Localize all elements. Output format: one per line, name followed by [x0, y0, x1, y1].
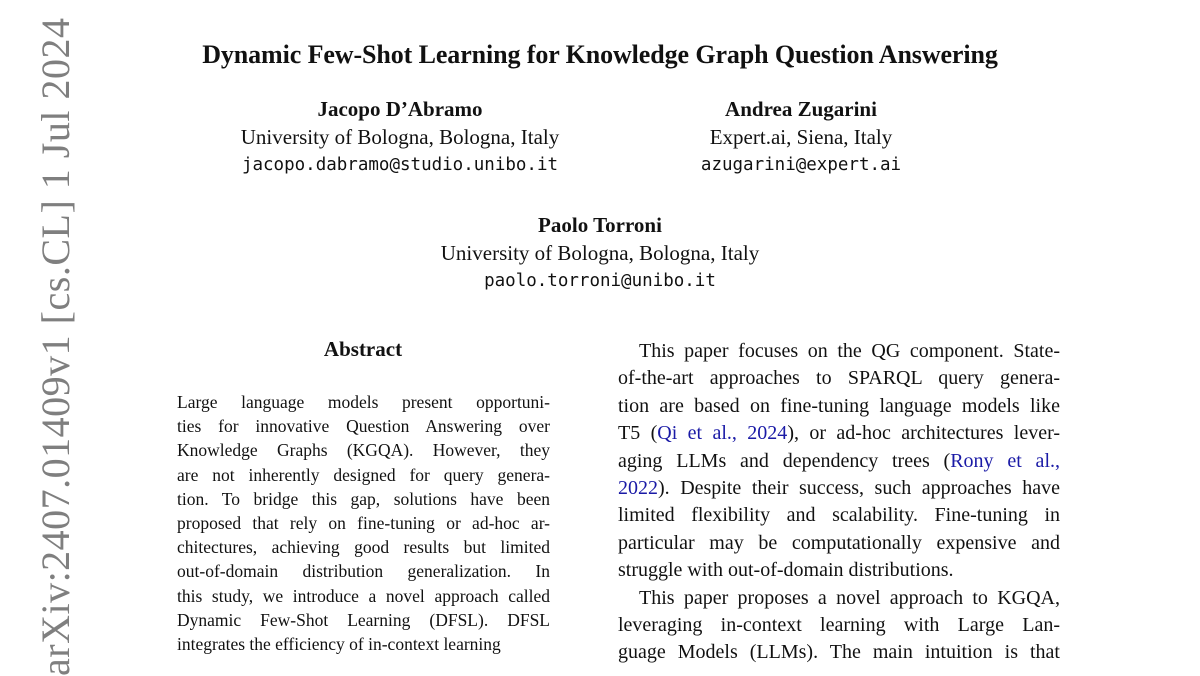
- abstract-line: proposed that rely on fine-tuning or ad-hoc ar-: [177, 513, 550, 534]
- abstract-line: out-of-domain distribution generalization. In: [177, 561, 550, 582]
- author-affiliation: University of Bologna, Bologna, Italy: [440, 241, 760, 265]
- paragraph-text: limited flexibility and scalability. Fine-tuning in: [618, 504, 1060, 527]
- paragraph-text: struggle with out-of-domain distributions.: [618, 559, 954, 582]
- abstract-line: Large language models present opportuni-: [177, 392, 550, 412]
- author-block: [350, 211, 850, 295]
- abstract-line: integrates the efficiency of in-context learning: [177, 634, 501, 655]
- abstract-text: [177, 390, 550, 656]
- author-block: [606, 95, 996, 179]
- abstract-line: Knowledge Graphs (KGQA). However, they: [177, 440, 550, 461]
- paragraph-text: tion are based on fine-tuning language models like: [618, 394, 1060, 417]
- author-email: paolo.torroni@unibo.it: [484, 271, 716, 291]
- paragraph-line: [618, 530, 1060, 557]
- paragraph-text: guage Models (LLMs). The main intuition is that: [618, 641, 1060, 664]
- paragraph-line: [618, 585, 1060, 612]
- paragraph-line: [618, 612, 1060, 639]
- abstract-line: are not inherently designed for query genera-: [177, 464, 550, 485]
- author-block: [200, 95, 600, 179]
- abstract-line: Dynamic Few-Shot Learning (DFSL). DFSL: [177, 609, 550, 630]
- arxiv-stamp: arXiv:2407.01409v1 [cs.CL] 1 Jul 2024: [33, 17, 78, 676]
- abstract-line: ties for innovative Question Answering over: [177, 416, 550, 437]
- paragraph-line: [618, 639, 1060, 666]
- paragraph-text: particular may be computationally expensive and: [618, 531, 1060, 554]
- author-email: jacopo.dabramo@studio.unibo.it: [241, 155, 559, 175]
- paragraph-text: This paper proposes a novel approach to KGQA,: [639, 586, 1060, 609]
- introduction-text: [618, 338, 1060, 667]
- paragraph-text: aging LLMs and dependency trees (: [618, 449, 951, 472]
- paragraph-line: [618, 448, 1060, 475]
- paragraph-line: [618, 502, 1060, 529]
- paper-title: Dynamic Few-Shot Learning for Knowledge Graph Question Answering: [202, 40, 998, 69]
- paragraph-text: This paper focuses on the QG component. State-: [639, 340, 1060, 362]
- citation-link[interactable]: Qi et al., 2024: [657, 422, 788, 445]
- paragraph-line: [618, 420, 1060, 447]
- paragraph-line: [618, 393, 1060, 420]
- author-name: Paolo Torroni: [538, 213, 662, 237]
- author-affiliation: University of Bologna, Bologna, Italy: [240, 125, 560, 149]
- paragraph-text: ), or ad-hoc architectures lever-: [787, 422, 1060, 445]
- paragraph-text: leveraging in-context learning with Large Lan-: [618, 614, 1060, 637]
- author-name: Andrea Zugarini: [725, 97, 877, 121]
- abstract-heading: Abstract: [323, 337, 403, 361]
- abstract-line: tion. To bridge this gap, solutions have been: [177, 488, 550, 509]
- author-name: Jacopo D’Abramo: [317, 97, 483, 121]
- author-email: azugarini@expert.ai: [700, 155, 902, 175]
- paragraph-text: of-the-art approaches to SPARQL query genera-: [618, 367, 1060, 390]
- paragraph-text: ). Despite their success, such approaches have: [658, 477, 1060, 500]
- abstract-line: chitectures, achieving good results but limited: [177, 537, 550, 558]
- paragraph-line: [618, 557, 1060, 584]
- paragraph-line: [618, 365, 1060, 392]
- paragraph-line: [618, 475, 1060, 502]
- author-affiliation: Expert.ai, Siena, Italy: [709, 125, 893, 149]
- abstract-line: this study, we introduce a novel approach called: [177, 585, 550, 606]
- citation-link[interactable]: 2022: [618, 477, 658, 500]
- citation-link[interactable]: Rony et al.,: [950, 449, 1060, 472]
- paragraph-line: [618, 338, 1060, 365]
- paragraph-text: T5 (: [618, 422, 658, 445]
